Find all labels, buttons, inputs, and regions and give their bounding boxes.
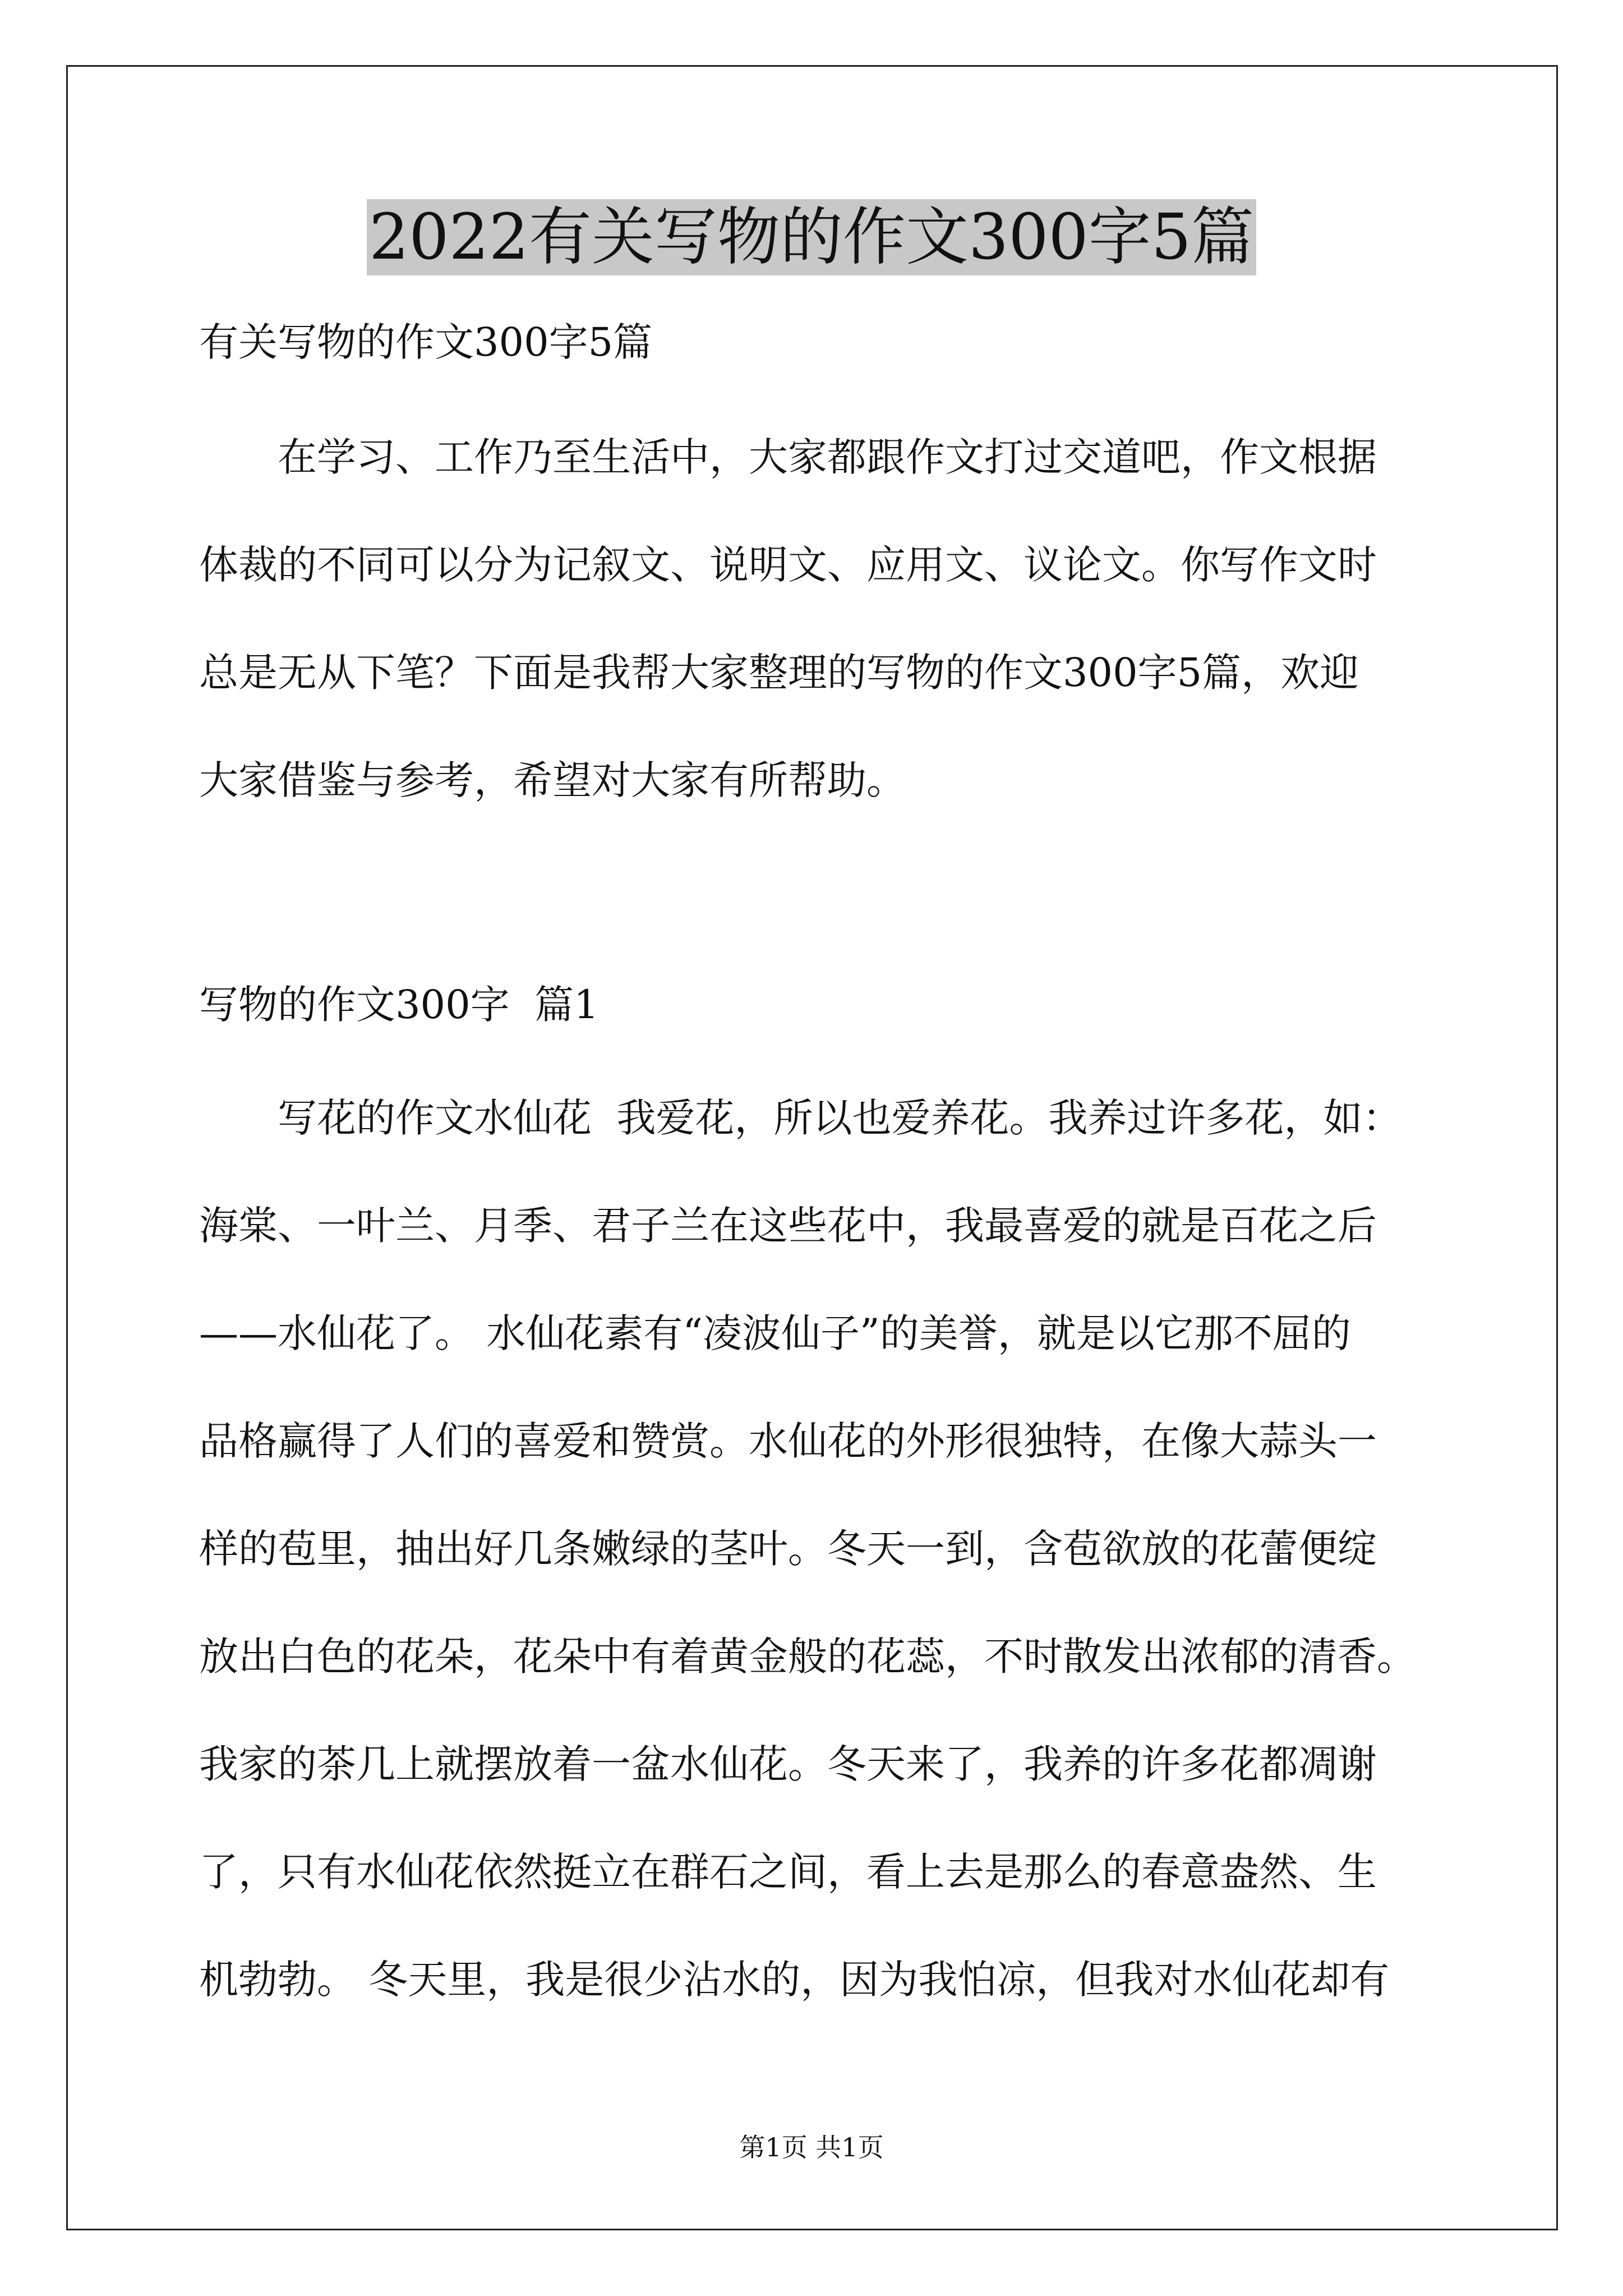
body-line: 品格赢得了人们的喜爱和赞赏。水仙花的外形很独特，在像大蒜头一 (199, 1418, 1377, 1464)
intro-line: 体裁的不同可以分为记叙文、说明文、应用文、议论文。你写作文时 (199, 542, 1377, 588)
page-border (66, 65, 1558, 2230)
body-line: 写花的作文水仙花 我爱花，所以也爱养花。我养过许多花，如： (278, 1095, 1402, 1141)
body-line: 了，只有水仙花依然挺立在群石之间，看上去是那么的春意盎然、生 (199, 1849, 1377, 1895)
page-footer: 第1页 共1页 (739, 2132, 884, 2162)
body-line: 放出白色的花朵，花朵中有着黄金般的花蕊，不时散发出浓郁的清香。 (199, 1634, 1416, 1680)
intro-line: 总是无从下笔？下面是我帮大家整理的写物的作文300字5篇，欢迎 (199, 650, 1359, 696)
body-line: 样的苞里，抽出好几条嫩绿的茎叶。冬天一到，含苞欲放的花蕾便绽 (199, 1526, 1377, 1572)
title-container (0, 199, 1623, 275)
body-line: 我家的茶几上就摆放着一盆水仙花。冬天来了，我养的许多花都凋谢 (199, 1741, 1377, 1787)
body-line: 机勃勃。 冬天里，我是很少沾水的，因为我怕凉，但我对水仙花却有 (199, 1957, 1390, 2003)
intro-line: 在学习、工作乃至生活中，大家都跟作文打过交道吧，作文根据 (278, 434, 1377, 480)
body-line: 海棠、一叶兰、月季、君子兰在这些花中，我最喜爱的就是百花之后 (199, 1203, 1377, 1249)
intro-line: 大家借鉴与参考，希望对大家有所帮助。 (199, 757, 906, 803)
section-heading: 写物的作文300字 篇1 (199, 982, 599, 1028)
document-title: 2022有关写物的作文300字5篇 (367, 199, 1256, 275)
subtitle: 有关写物的作文300字5篇 (199, 319, 653, 365)
body-line: ——水仙花了。 水仙花素有“凌波仙子”的美誉，就是以它那不屈的 (199, 1310, 1351, 1356)
